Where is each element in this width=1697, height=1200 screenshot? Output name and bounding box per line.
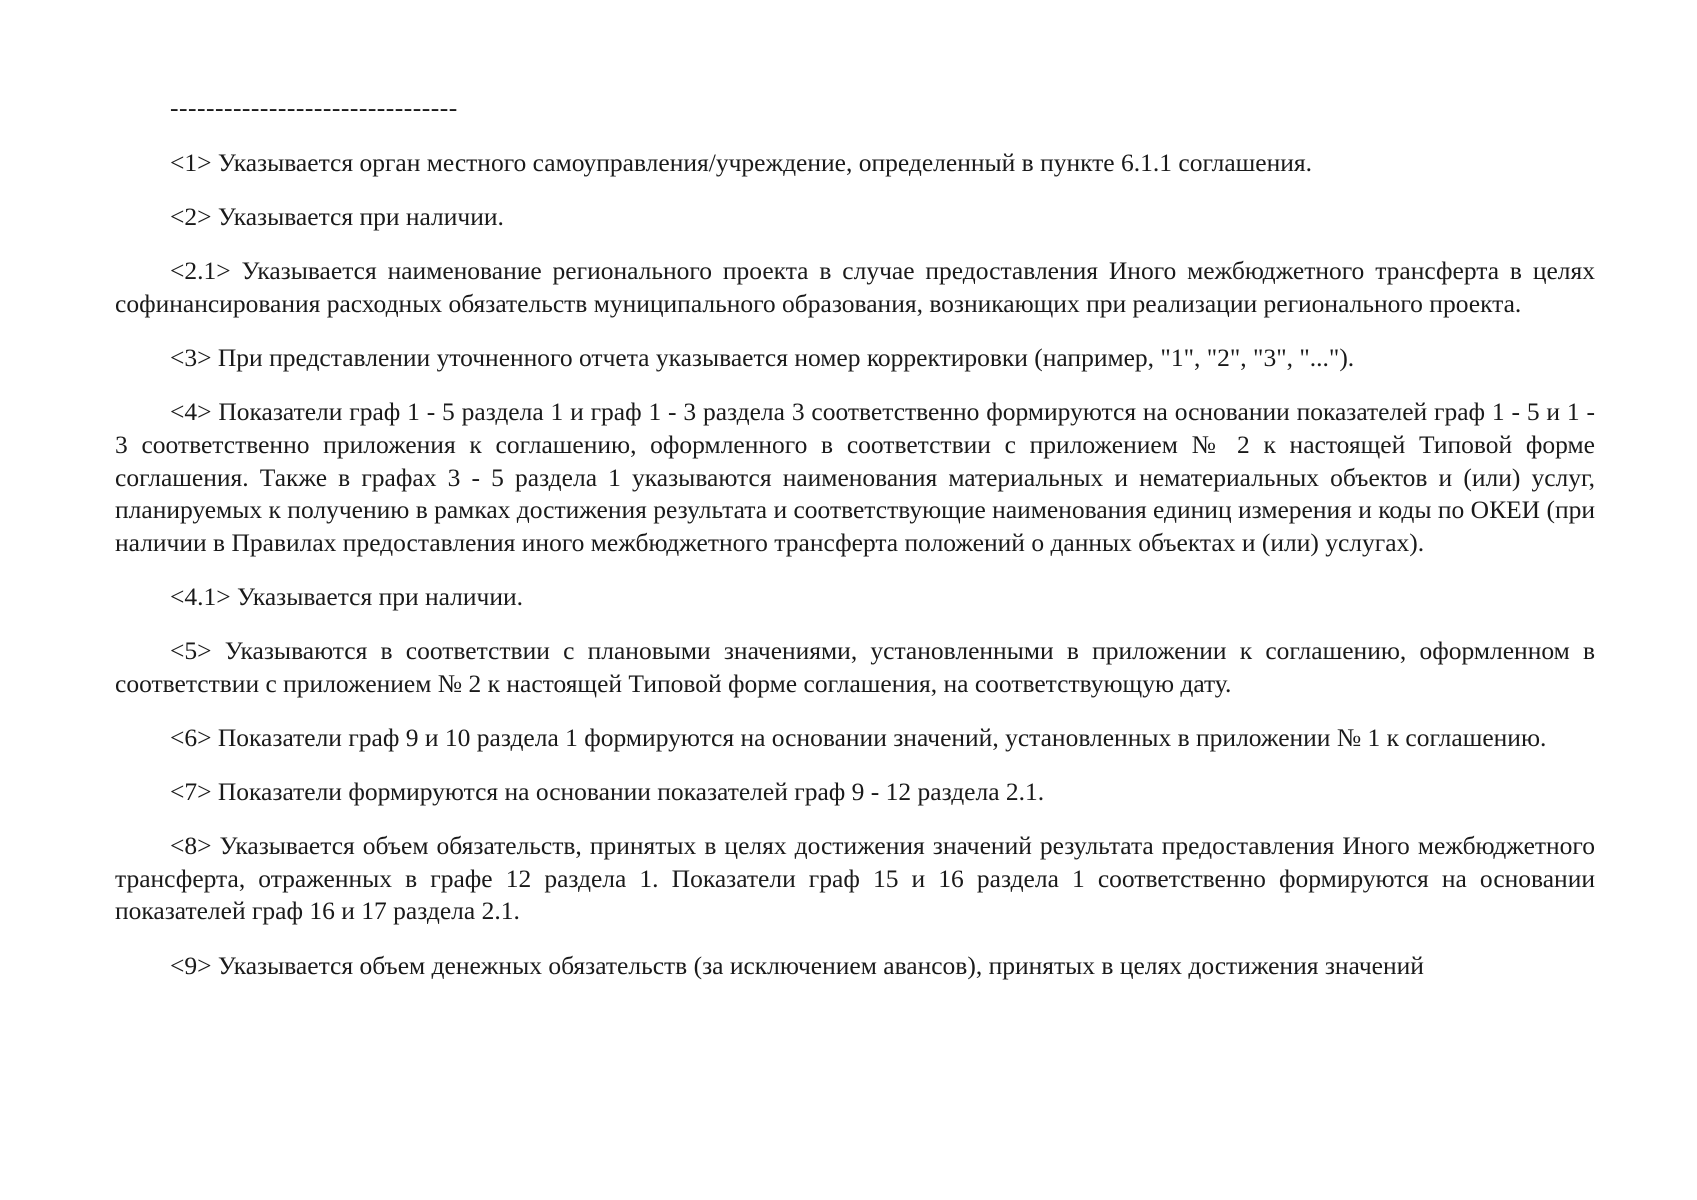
footnote-8: <8> Указывается объем обязательств, принятых в целях достижения значений результата предоставления Иного межбюджетного трансферта, отраженных в графе 12 раздела 1. Показатели граф 15 и 16 раздела 1 соответственно формируются на основании показателей граф 16 и 17 раздела 2.1. bbox=[115, 831, 1595, 926]
footnote-9: <9> Указывается объем денежных обязательств (за исключением авансов), принятых в целях достижения значений bbox=[170, 950, 1424, 980]
footnote-5: <5> Указываются в соответствии с плановыми значениями, установленными в приложении к соглашению, оформленном в соответствии с приложением № 2 к настоящей Типовой форме соглашения, на соответствующую дату. bbox=[115, 636, 1595, 698]
footnote-1: <1> Указывается орган местного самоуправления/учреждение, определенный в пункте 6.1.1 соглашения. bbox=[170, 148, 1312, 177]
footnote-7: <7> Показатели формируются на основании показателей граф 9 - 12 раздела 2.1. bbox=[170, 777, 1045, 807]
footnote-4: <4> Показатели граф 1 - 5 раздела 1 и граф 1 - 3 раздела 3 соответственно формируются на основании показателей граф 1 - 5 и 1 - 3 соответственно приложения к соглашению, оформленного в соответствии с приложением № 2 к настоящей Типовой форме соглашения. Также в графах 3 - 5 раздела 1 указываются наименования материальных и нематериальных объектов и (или) услуг, планируемых к получению в рамках достижения результата и соответствующие наименования единиц измерения и коды по ОКЕИ (при наличии в Правилах предоставления иного межбюджетного трансферта положений о данных объектах и (или) услугах). bbox=[115, 397, 1595, 557]
footnote-2-1: <2.1> Указывается наименование регионального проекта в случае предоставления Иного межбюджетного трансферта в целях софинансирования расходных обязательств муниципального образования, возникающих при реализации регионального проекта. bbox=[115, 256, 1595, 318]
footnote-3: <3> При представлении уточненного отчета указывается номер корректировки (например, "1", "2", "3", "..."). bbox=[170, 343, 1355, 373]
footnote-separator: -------------------------------- bbox=[170, 93, 458, 122]
footnote-4-1: <4.1> Указывается при наличии. bbox=[170, 581, 524, 611]
footnote-2: <2> Указывается при наличии. bbox=[170, 202, 504, 232]
document-page bbox=[115, 92, 1595, 1004]
footnote-6: <6> Показатели граф 9 и 10 раздела 1 формируются на основании значений, установленных в приложении № 1 к соглашению. bbox=[170, 722, 1547, 752]
